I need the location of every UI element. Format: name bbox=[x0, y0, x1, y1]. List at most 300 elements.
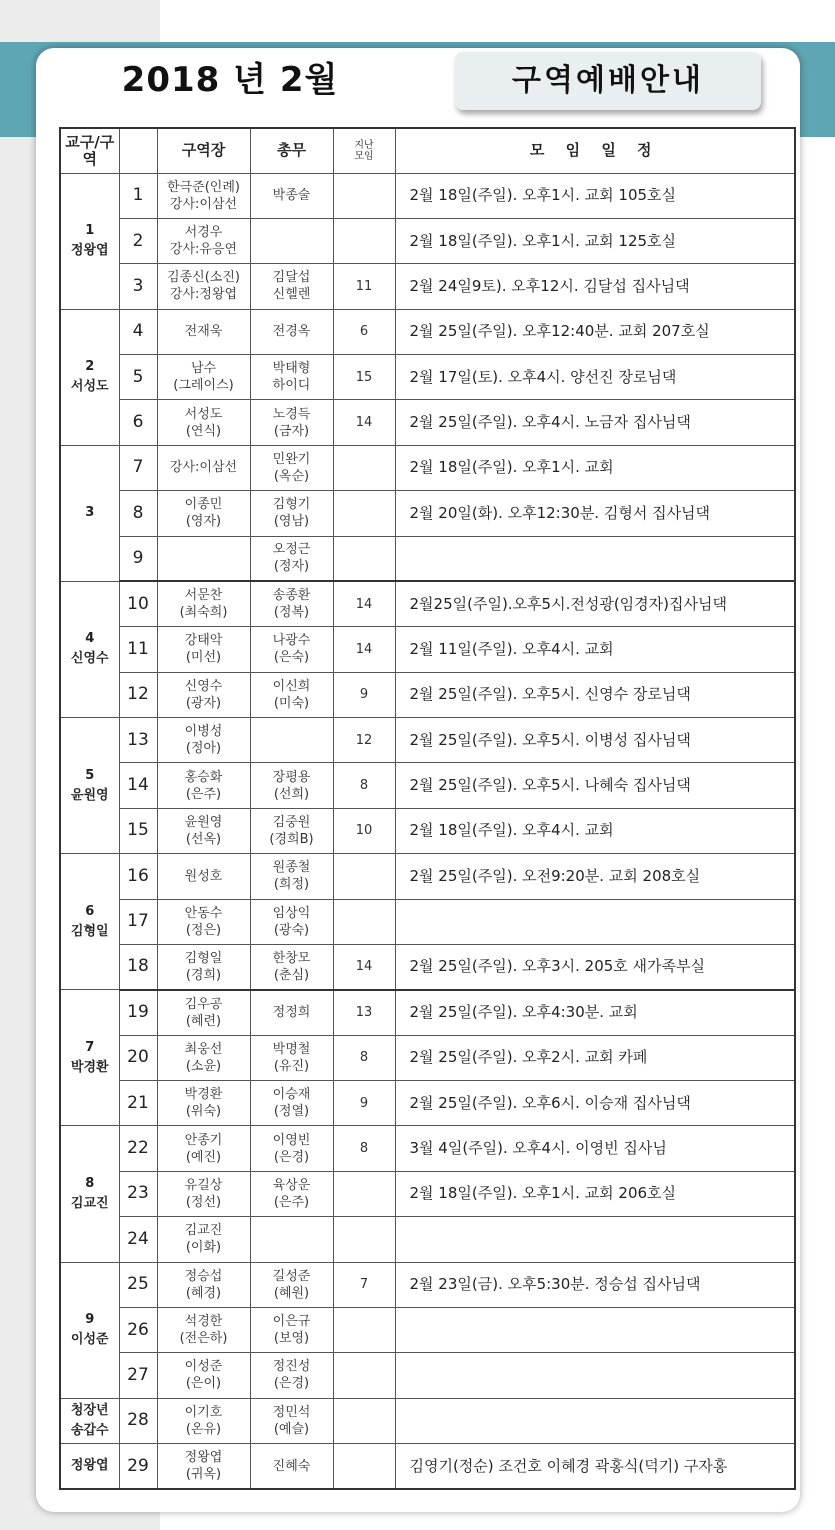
group-number-cell: 10 bbox=[119, 581, 157, 626]
leader-cell bbox=[157, 1217, 250, 1262]
last-meeting-cell: 12 bbox=[333, 718, 395, 763]
schedule-cell bbox=[395, 1217, 795, 1262]
leader-cell bbox=[157, 899, 250, 944]
schedule-cell bbox=[395, 899, 795, 944]
column-header-district: 교구/구역 bbox=[60, 128, 119, 173]
table-row bbox=[60, 355, 795, 400]
last-meeting-cell bbox=[333, 1217, 395, 1262]
treasurer-line: (정자) bbox=[273, 559, 310, 575]
group-number-cell: 7 bbox=[119, 445, 157, 490]
leader-line: 강태악 bbox=[184, 633, 223, 649]
leader-line: (정아) bbox=[185, 741, 222, 757]
treasurer-line: (은경) bbox=[273, 1376, 310, 1392]
district-cell bbox=[60, 173, 119, 309]
treasurer-line: 이영빈 bbox=[272, 1132, 311, 1148]
schedule-cell: 2월 18일(주일). 오후1시. 교회 bbox=[395, 445, 795, 490]
leader-line: 안종기 bbox=[184, 1132, 223, 1148]
schedule-cell bbox=[395, 1398, 795, 1443]
leader-line: 박경환 bbox=[184, 1087, 223, 1103]
group-number-cell: 15 bbox=[119, 808, 157, 853]
last-meeting-cell: 7 bbox=[333, 1262, 395, 1307]
leader-line: (소윤) bbox=[185, 1058, 222, 1074]
group-number-cell: 8 bbox=[119, 491, 157, 536]
treasurer-cell bbox=[250, 718, 333, 763]
district-cell bbox=[60, 1262, 119, 1398]
last-meeting-cell: 11 bbox=[333, 264, 395, 309]
group-number-cell: 21 bbox=[119, 1081, 157, 1126]
table-row bbox=[60, 627, 795, 672]
last-meeting-cell bbox=[333, 1398, 395, 1443]
schedule-cell: 3월 4일(주일). 오후4시. 이영빈 집사님 bbox=[395, 1126, 795, 1171]
leader-cell bbox=[157, 491, 250, 536]
leader-line: 김형일 bbox=[184, 950, 223, 966]
district-cell bbox=[60, 718, 119, 854]
leader-line: 안동수 bbox=[184, 905, 223, 921]
district-line: 이성준 bbox=[70, 1332, 109, 1348]
table-row bbox=[60, 899, 795, 944]
schedule-cell: 2월 25일(주일). 오후2시. 교회 카페 bbox=[395, 1035, 795, 1080]
treasurer-cell bbox=[250, 763, 333, 808]
leader-cell bbox=[157, 1307, 250, 1352]
treasurer-line: 정정희 bbox=[272, 1005, 311, 1021]
table-row bbox=[60, 264, 795, 309]
leader-line: (혜련) bbox=[185, 1013, 222, 1029]
table-row bbox=[60, 1171, 795, 1216]
group-number-cell: 26 bbox=[119, 1307, 157, 1352]
leader-line: 서경우 bbox=[184, 225, 223, 241]
schedule-cell: 2월 20일(화). 오후12:30분. 김형서 집사님댁 bbox=[395, 491, 795, 536]
leader-cell bbox=[157, 854, 250, 899]
district-line: 7 bbox=[85, 1039, 95, 1055]
treasurer-cell bbox=[250, 1353, 333, 1398]
treasurer-line: 나광수 bbox=[272, 633, 311, 649]
last-meeting-cell: 8 bbox=[333, 763, 395, 808]
leader-line: (은이) bbox=[185, 1376, 222, 1392]
leader-line: 한극준(인례) bbox=[167, 179, 240, 195]
schedule-cell: 2월 25일(주일). 오후3시. 205호 새가족부실 bbox=[395, 944, 795, 989]
treasurer-line: (은경) bbox=[273, 1149, 310, 1165]
treasurer-line: (예슬) bbox=[273, 1421, 310, 1437]
group-number-cell: 13 bbox=[119, 718, 157, 763]
leader-line: (그레이스) bbox=[173, 378, 234, 394]
leader-line: (정은) bbox=[185, 922, 222, 938]
leader-cell bbox=[157, 944, 250, 989]
last-meeting-cell: 14 bbox=[333, 581, 395, 626]
treasurer-line: (광숙) bbox=[273, 922, 310, 938]
leader-line: 서성도 bbox=[184, 406, 223, 422]
group-number-cell: 5 bbox=[119, 355, 157, 400]
table-row bbox=[60, 1126, 795, 1171]
leader-line: (은주) bbox=[185, 786, 222, 802]
schedule-cell: 2월 17일(토). 오후4시. 양선진 장로님댁 bbox=[395, 355, 795, 400]
district-line: 송갑수 bbox=[70, 1422, 109, 1438]
group-number-cell: 17 bbox=[119, 899, 157, 944]
treasurer-line: 오정근 bbox=[272, 542, 311, 558]
treasurer-cell bbox=[250, 355, 333, 400]
table-row bbox=[60, 672, 795, 717]
leader-line: (영자) bbox=[185, 514, 222, 530]
table-row bbox=[60, 1035, 795, 1080]
leader-line: (예진) bbox=[185, 1149, 222, 1165]
leader-line: (귀옥) bbox=[185, 1467, 222, 1482]
table-row bbox=[60, 763, 795, 808]
last-meeting-cell bbox=[333, 899, 395, 944]
leader-line: 원성호 bbox=[184, 868, 223, 884]
last-meeting-cell: 14 bbox=[333, 944, 395, 989]
last-meeting-cell bbox=[333, 536, 395, 581]
group-number-cell: 25 bbox=[119, 1262, 157, 1307]
table-row bbox=[60, 445, 795, 490]
group-number-cell: 6 bbox=[119, 400, 157, 445]
leader-line: 김우공 bbox=[184, 996, 223, 1012]
treasurer-line: (영남) bbox=[273, 514, 310, 530]
treasurer-line: (보영) bbox=[273, 1331, 310, 1347]
treasurer-cell bbox=[250, 1035, 333, 1080]
leader-cell bbox=[157, 264, 250, 309]
district-cell bbox=[60, 1126, 119, 1262]
district-line: 윤원영 bbox=[70, 787, 109, 803]
district-line: 4 bbox=[85, 631, 95, 647]
treasurer-cell bbox=[250, 264, 333, 309]
schedule-cell: 2월 18일(주일). 오후4시. 교회 bbox=[395, 808, 795, 853]
district-line: 정왕엽 bbox=[70, 1458, 109, 1473]
treasurer-line: 육상운 bbox=[272, 1177, 311, 1193]
group-number-cell: 22 bbox=[119, 1126, 157, 1171]
year-month-title: 2018 년 2월 bbox=[121, 60, 339, 100]
leader-cell bbox=[157, 309, 250, 354]
treasurer-cell bbox=[250, 1126, 333, 1171]
schedule-cell: 2월 25일(주일). 오후4시. 노금자 집사님댁 bbox=[395, 400, 795, 445]
leader-cell bbox=[157, 990, 250, 1035]
leader-line: 정왕엽 bbox=[184, 1450, 223, 1465]
treasurer-cell bbox=[250, 1262, 333, 1307]
schedule-cell: 2월 25일(주일). 오후12:40분. 교회 207호실 bbox=[395, 309, 795, 354]
treasurer-cell bbox=[250, 581, 333, 626]
group-number-cell: 11 bbox=[119, 627, 157, 672]
treasurer-cell bbox=[250, 672, 333, 717]
treasurer-line: (은숙) bbox=[273, 650, 310, 666]
table-row bbox=[60, 718, 795, 763]
group-number-cell: 14 bbox=[119, 763, 157, 808]
leader-line: 서문찬 bbox=[184, 588, 223, 604]
column-header-number bbox=[119, 128, 157, 173]
leader-line: 이성준 bbox=[184, 1359, 223, 1375]
last-meeting-cell: 15 bbox=[333, 355, 395, 400]
treasurer-cell bbox=[250, 173, 333, 218]
treasurer-line: (은주) bbox=[273, 1194, 310, 1210]
treasurer-line: (혜원) bbox=[273, 1285, 310, 1301]
last-meeting-cell bbox=[333, 173, 395, 218]
treasurer-line: 박태형 bbox=[272, 361, 311, 377]
treasurer-line: (금자) bbox=[273, 423, 310, 439]
leader-line: 강사:이삼선 bbox=[169, 460, 238, 476]
leader-cell bbox=[157, 808, 250, 853]
leader-line: (경희) bbox=[185, 967, 222, 983]
treasurer-line: 진혜숙 bbox=[272, 1458, 311, 1474]
treasurer-line: 이은규 bbox=[272, 1314, 311, 1330]
last-meeting-cell bbox=[333, 445, 395, 490]
treasurer-line: 한창모 bbox=[272, 950, 311, 966]
leader-cell bbox=[157, 1444, 250, 1490]
leader-line: (최숙희) bbox=[179, 605, 228, 621]
district-line: 김형일 bbox=[70, 923, 109, 939]
column-header-leader: 구역장 bbox=[157, 128, 250, 173]
treasurer-line: 정민석 bbox=[272, 1404, 311, 1420]
treasurer-line: (유진) bbox=[273, 1058, 310, 1074]
leader-line: (연식) bbox=[185, 423, 222, 439]
district-line: 청장년 bbox=[70, 1402, 109, 1418]
table-row bbox=[60, 1081, 795, 1126]
group-number-cell: 29 bbox=[119, 1444, 157, 1490]
district-cell bbox=[60, 1398, 119, 1443]
table-row bbox=[60, 1444, 795, 1490]
leader-cell bbox=[157, 718, 250, 763]
leader-cell bbox=[157, 627, 250, 672]
last-meeting-cell: 13 bbox=[333, 990, 395, 1035]
district-line: 5 bbox=[85, 767, 95, 783]
schedule-cell: 2월 18일(주일). 오후1시. 교회 125호실 bbox=[395, 218, 795, 263]
group-number-cell: 1 bbox=[119, 173, 157, 218]
treasurer-line: (정열) bbox=[273, 1104, 310, 1120]
treasurer-line: 김형기 bbox=[272, 497, 311, 513]
leader-line: 이기호 bbox=[184, 1404, 223, 1420]
leader-cell bbox=[157, 1081, 250, 1126]
table-row bbox=[60, 854, 795, 899]
treasurer-line: 노경득 bbox=[272, 406, 311, 422]
leader-cell bbox=[157, 581, 250, 626]
treasurer-line: (정복) bbox=[273, 605, 310, 621]
leader-line: 강사:이삼선 bbox=[169, 196, 238, 212]
leader-line: 석경한 bbox=[184, 1314, 223, 1330]
last-meeting-cell: 14 bbox=[333, 400, 395, 445]
schedule-table-body bbox=[60, 173, 795, 1489]
table-row bbox=[60, 1217, 795, 1262]
table-row bbox=[60, 581, 795, 626]
last-meeting-cell bbox=[333, 1171, 395, 1216]
district-cell bbox=[60, 309, 119, 445]
treasurer-line: (경희B) bbox=[269, 831, 314, 847]
treasurer-line: (춘심) bbox=[273, 967, 310, 983]
leader-line: (위숙) bbox=[185, 1104, 222, 1120]
treasurer-cell bbox=[250, 445, 333, 490]
last-meeting-cell: 9 bbox=[333, 1081, 395, 1126]
leader-cell bbox=[157, 672, 250, 717]
treasurer-cell bbox=[250, 944, 333, 989]
group-number-cell: 16 bbox=[119, 854, 157, 899]
group-number-cell: 24 bbox=[119, 1217, 157, 1262]
treasurer-cell bbox=[250, 1398, 333, 1443]
treasurer-line: (희정) bbox=[273, 877, 310, 893]
leader-cell bbox=[157, 1262, 250, 1307]
schedule-cell: 2월25일(주일).오후5시.전성광(임경자)집사님댁 bbox=[395, 581, 795, 626]
group-number-cell: 28 bbox=[119, 1398, 157, 1443]
leader-line: 신영수 bbox=[184, 678, 223, 694]
treasurer-line: 원종철 bbox=[272, 860, 311, 876]
treasurer-cell bbox=[250, 218, 333, 263]
table-row bbox=[60, 1307, 795, 1352]
leader-line: 김종신(소진) bbox=[167, 270, 240, 286]
group-number-cell: 2 bbox=[119, 218, 157, 263]
schedule-cell bbox=[395, 536, 795, 581]
treasurer-cell bbox=[250, 536, 333, 581]
treasurer-line: 신헬렌 bbox=[272, 287, 311, 303]
treasurer-cell bbox=[250, 400, 333, 445]
treasurer-line: 이승재 bbox=[272, 1087, 311, 1103]
leader-line: 남수 bbox=[190, 361, 217, 377]
district-line: 김교진 bbox=[70, 1195, 109, 1211]
treasurer-line: 정진성 bbox=[272, 1359, 311, 1375]
leader-line: 윤원영 bbox=[184, 814, 223, 830]
leader-line: (이화) bbox=[185, 1240, 222, 1256]
treasurer-cell bbox=[250, 1171, 333, 1216]
leader-line: (혜경) bbox=[185, 1285, 222, 1301]
leader-cell bbox=[157, 445, 250, 490]
district-line: 신영수 bbox=[70, 651, 109, 667]
treasurer-line: 이신희 bbox=[272, 678, 311, 694]
group-number-cell: 4 bbox=[119, 309, 157, 354]
last-meeting-cell: 8 bbox=[333, 1035, 395, 1080]
treasurer-cell bbox=[250, 1081, 333, 1126]
last-meeting-cell: 8 bbox=[333, 1126, 395, 1171]
district-line: 서성도 bbox=[70, 379, 109, 395]
leader-cell bbox=[157, 1126, 250, 1171]
leader-line: (선옥) bbox=[185, 831, 222, 847]
last-meeting-cell bbox=[333, 218, 395, 263]
schedule-table bbox=[59, 127, 796, 1490]
treasurer-line: (선희) bbox=[273, 786, 310, 802]
treasurer-line: 하이디 bbox=[272, 378, 311, 394]
leader-cell bbox=[157, 355, 250, 400]
district-cell bbox=[60, 1444, 119, 1490]
leader-line: (광자) bbox=[185, 695, 222, 711]
leader-line: (전은하) bbox=[179, 1331, 228, 1347]
column-header-treasurer: 총무 bbox=[250, 128, 333, 173]
treasurer-line: 김중원 bbox=[272, 814, 311, 830]
last-meeting-cell bbox=[333, 491, 395, 536]
group-number-cell: 9 bbox=[119, 536, 157, 581]
district-line: 2 bbox=[85, 359, 95, 375]
district-cell bbox=[60, 445, 119, 581]
schedule-cell bbox=[395, 1307, 795, 1352]
table-row bbox=[60, 1353, 795, 1398]
schedule-cell: 2월 24일9토). 오후12시. 김달섭 집사님댁 bbox=[395, 264, 795, 309]
table-row bbox=[60, 218, 795, 263]
treasurer-line: 송종환 bbox=[272, 588, 311, 604]
treasurer-line: 전경옥 bbox=[272, 324, 311, 340]
treasurer-cell bbox=[250, 899, 333, 944]
schedule-cell bbox=[395, 1353, 795, 1398]
district-line: 8 bbox=[85, 1175, 95, 1191]
last-meeting-cell: 9 bbox=[333, 672, 395, 717]
leader-line: 최웅선 bbox=[184, 1041, 223, 1057]
group-number-cell: 3 bbox=[119, 264, 157, 309]
table-row bbox=[60, 536, 795, 581]
leader-line: 홍승화 bbox=[184, 769, 223, 785]
district-cell bbox=[60, 581, 119, 717]
leader-cell bbox=[157, 536, 250, 581]
treasurer-cell bbox=[250, 808, 333, 853]
district-line: 박경환 bbox=[70, 1059, 109, 1075]
schedule-cell: 2월 23일(금). 오후5:30분. 정승섭 집사님댁 bbox=[395, 1262, 795, 1307]
leader-line: 유길상 bbox=[184, 1177, 223, 1193]
treasurer-cell bbox=[250, 1217, 333, 1262]
table-row bbox=[60, 990, 795, 1035]
leader-cell bbox=[157, 400, 250, 445]
schedule-cell: 김영기(정순) 조건호 이혜경 곽홍식(덕기) 구자홍 bbox=[395, 1444, 795, 1490]
column-header-schedule: 모 임 일 정 bbox=[395, 128, 795, 173]
column-header-last-meeting: 지난 모임 bbox=[333, 128, 395, 173]
district-line: 1 bbox=[85, 223, 95, 239]
district-cell bbox=[60, 854, 119, 990]
group-number-cell: 23 bbox=[119, 1171, 157, 1216]
page-title: 구역예배안내 bbox=[512, 63, 704, 98]
leader-cell bbox=[157, 1035, 250, 1080]
schedule-cell: 2월 25일(주일). 오후5시. 이병성 집사님댁 bbox=[395, 718, 795, 763]
schedule-cell: 2월 25일(주일). 오후5시. 나혜숙 집사님댁 bbox=[395, 763, 795, 808]
treasurer-line: 박종술 bbox=[272, 188, 311, 204]
treasurer-line: 길성준 bbox=[272, 1268, 311, 1284]
leader-line: 이종민 bbox=[184, 497, 223, 513]
leader-cell bbox=[157, 1171, 250, 1216]
table-row bbox=[60, 944, 795, 989]
district-line: 정왕엽 bbox=[70, 243, 109, 259]
group-number-cell: 27 bbox=[119, 1353, 157, 1398]
last-meeting-cell bbox=[333, 854, 395, 899]
group-number-cell: 18 bbox=[119, 944, 157, 989]
leader-line: 이병성 bbox=[184, 724, 223, 740]
treasurer-line: 박명철 bbox=[272, 1041, 311, 1057]
district-line: 9 bbox=[85, 1312, 95, 1328]
leader-cell bbox=[157, 218, 250, 263]
treasurer-line: (미숙) bbox=[273, 695, 310, 711]
schedule-cell: 2월 25일(주일). 오후5시. 신영수 장로님댁 bbox=[395, 672, 795, 717]
leader-line: 강사:정왕엽 bbox=[169, 287, 238, 303]
schedule-cell: 2월 25일(주일). 오후4:30분. 교회 bbox=[395, 990, 795, 1035]
treasurer-line: 김달섭 bbox=[272, 270, 311, 286]
treasurer-line: (옥순) bbox=[273, 468, 310, 484]
district-cell bbox=[60, 990, 119, 1126]
treasurer-line: 장평용 bbox=[272, 769, 311, 785]
last-meeting-cell bbox=[333, 1307, 395, 1352]
leader-line: (미선) bbox=[185, 650, 222, 666]
schedule-cell: 2월 11일(주일). 오후4시. 교회 bbox=[395, 627, 795, 672]
treasurer-cell bbox=[250, 1307, 333, 1352]
group-number-cell: 20 bbox=[119, 1035, 157, 1080]
table-row bbox=[60, 808, 795, 853]
last-meeting-cell bbox=[333, 1444, 395, 1490]
leader-line: 전재욱 bbox=[184, 324, 223, 340]
leader-line: 김교진 bbox=[184, 1223, 223, 1239]
district-line: 3 bbox=[85, 505, 95, 521]
treasurer-cell bbox=[250, 854, 333, 899]
group-number-cell: 12 bbox=[119, 672, 157, 717]
treasurer-cell bbox=[250, 309, 333, 354]
leader-line: 강사:유응연 bbox=[169, 242, 238, 258]
treasurer-line: 민완기 bbox=[272, 451, 311, 467]
table-row bbox=[60, 1262, 795, 1307]
schedule-cell: 2월 25일(주일). 오후6시. 이승재 집사님댁 bbox=[395, 1081, 795, 1126]
leader-cell bbox=[157, 1398, 250, 1443]
table-row bbox=[60, 173, 795, 218]
last-meeting-cell: 6 bbox=[333, 309, 395, 354]
district-line: 6 bbox=[85, 903, 95, 919]
treasurer-cell bbox=[250, 627, 333, 672]
last-meeting-cell bbox=[333, 1353, 395, 1398]
table-row bbox=[60, 309, 795, 354]
schedule-cell: 2월 18일(주일). 오후1시. 교회 206호실 bbox=[395, 1171, 795, 1216]
table-row bbox=[60, 1398, 795, 1443]
leader-cell bbox=[157, 763, 250, 808]
